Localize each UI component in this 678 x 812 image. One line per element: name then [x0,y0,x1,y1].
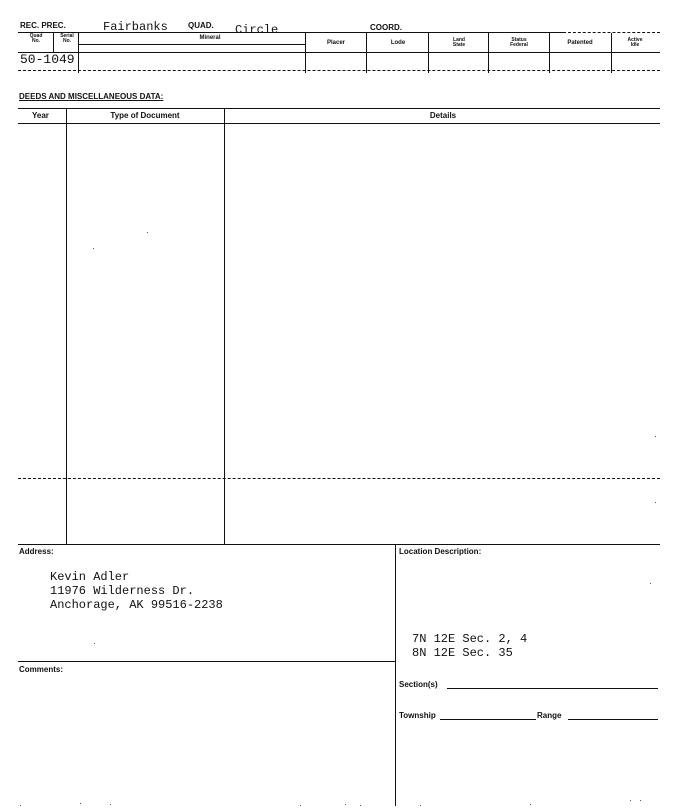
scan-speck [655,502,656,503]
township-label: Township [399,711,436,720]
scan-speck [630,800,631,801]
type-of-document-header: Type of Document [110,111,180,120]
location-description-label: Location Description: [399,547,482,556]
comments-label: Comments: [19,665,64,674]
deeds-bottom-line [18,544,660,545]
quad-label: QUAD. [188,21,214,30]
active-idle-header: Active Idle [627,37,643,48]
scan-speck [300,805,301,806]
record-number[interactable]: 50-1049 [20,52,75,67]
scan-speck [640,800,641,801]
scan-speck [110,804,111,805]
scan-speck [147,232,148,233]
scan-speck [20,805,21,806]
year-header: Year [32,111,49,120]
deeds-header-line [18,123,660,124]
federal-patented-divider [549,33,550,73]
range-label: Range [537,711,562,720]
scan-speck [93,248,94,249]
range-field-line[interactable] [568,719,658,720]
deeds-top-line [18,108,660,109]
deeds-section-title: DEEDS AND MISCELLANEOUS DATA: [19,92,164,101]
address-label: Address: [19,547,54,556]
placer-header: Placer [326,40,345,46]
mineral-placer-divider [305,33,306,73]
location-line-1[interactable]: 7N 12E Sec. 2, 4 [412,632,528,646]
address-line-3[interactable]: Anchorage, AK 99516-2238 [50,598,223,612]
scan-speck [80,803,81,804]
status-federal-header: Status Federal [510,37,528,48]
address-comments-divider [18,661,395,662]
lode-land-divider [428,33,429,73]
deeds-dashed-line [18,478,660,479]
lode-header: Lode [390,40,406,46]
rec-prec-value[interactable]: Fairbanks [103,20,168,34]
address-location-divider [395,544,396,806]
section-field-line[interactable] [447,688,658,689]
patented-active-divider [611,33,612,73]
coord-label: COORD. [370,23,402,32]
township-field-line[interactable] [440,719,536,720]
header-top-line [18,32,563,33]
address-line-1[interactable]: Kevin Adler [50,570,130,584]
serial-mineral-divider [78,33,79,73]
details-header: Details [429,111,457,120]
placer-lode-divider [366,33,367,73]
rec-prec-label: REC. PREC. [20,21,66,30]
header-bottom-dashed [18,70,660,71]
mineral-underline [78,44,305,45]
scan-speck [360,805,361,806]
header-columns-line [18,52,660,53]
location-line-2[interactable]: 8N 12E Sec. 35 [412,646,513,660]
quad-value[interactable]: Circle [235,23,279,37]
address-line-2[interactable]: 11976 Wilderness Dr. [50,584,195,598]
land-state-header: Land State [452,37,466,48]
section-label: Section(s) [399,680,438,689]
scan-speck [94,643,95,644]
scan-speck [345,804,346,805]
scan-speck [650,583,651,584]
serial-no-header: Serial No. [60,33,74,44]
mineral-header: Mineral [199,35,221,41]
quad-no-header: Quad No. [29,33,43,44]
scan-speck [530,804,531,805]
patented-header: Patented [567,40,593,46]
quad-serial-divider [53,33,54,52]
scan-speck [420,805,421,806]
scan-speck [655,436,656,437]
land-federal-divider [488,33,489,73]
